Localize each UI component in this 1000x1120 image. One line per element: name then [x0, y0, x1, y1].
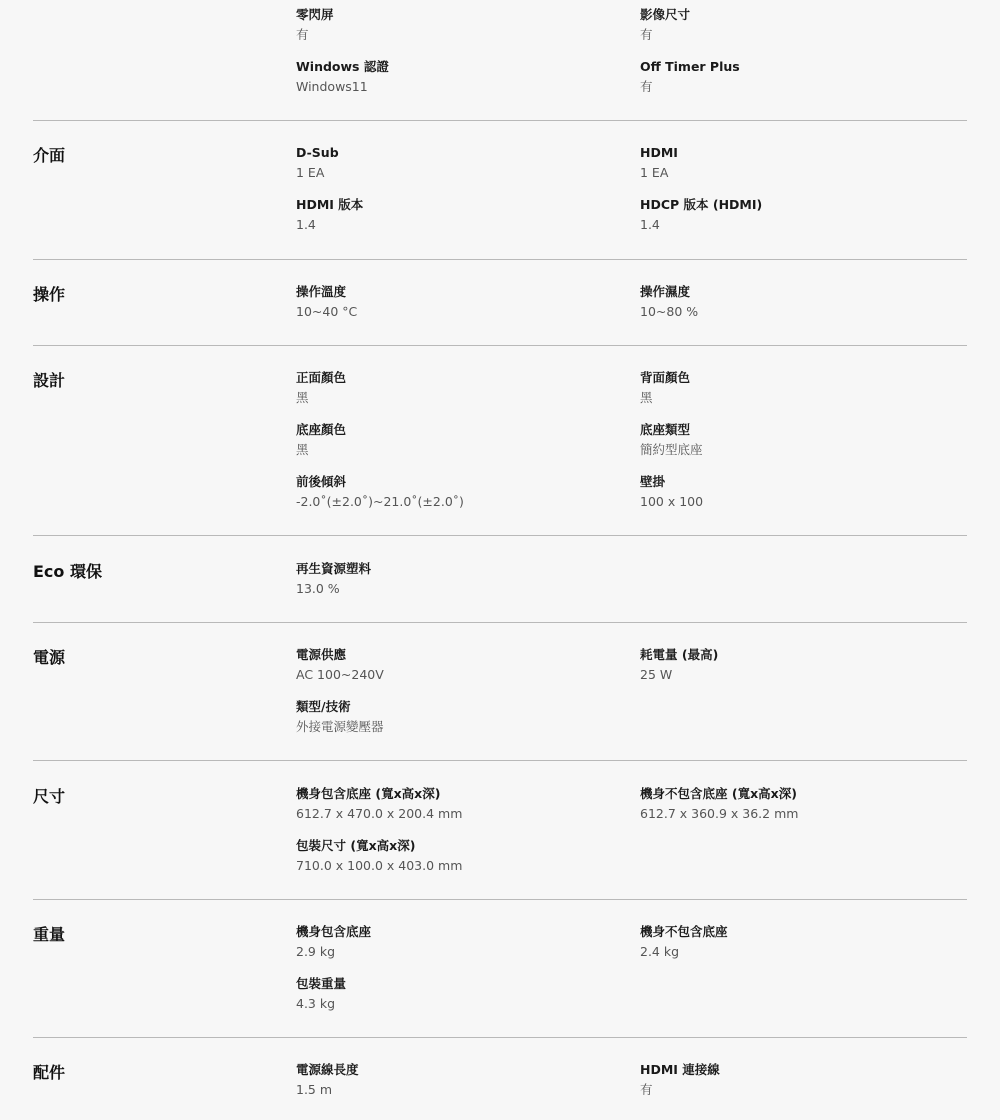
spec-item	[640, 420, 960, 460]
spec-label: 操作溫度	[296, 284, 347, 299]
section-divider	[33, 899, 967, 900]
spec-label: 類型/技術	[296, 699, 351, 714]
spec-value: 1.4	[296, 217, 316, 232]
spec-value: 有	[296, 27, 309, 42]
spec-value: 10~80 %	[640, 304, 699, 319]
spec-value: 有	[640, 1082, 653, 1097]
spec-label: 操作濕度	[640, 284, 691, 299]
spec-item	[640, 645, 960, 685]
spec-item	[296, 195, 616, 235]
spec-label: Off Timer Plus	[640, 59, 740, 74]
spec-label: HDMI	[640, 145, 678, 160]
spec-label: D-Sub	[296, 145, 339, 160]
spec-label: Windows 認證	[296, 59, 389, 74]
spec-item	[296, 282, 616, 322]
spec-item	[296, 922, 616, 962]
spec-value: 1.4	[640, 217, 660, 232]
category-title-weight: 重量	[33, 925, 66, 944]
spec-value: 1.5 m	[296, 1082, 333, 1097]
spec-label: 零閃屏	[296, 7, 334, 22]
category-title-power: 電源	[33, 648, 66, 667]
spec-value: 簡約型底座	[640, 442, 703, 457]
spec-value: 1 EA	[296, 165, 325, 180]
spec-value: 710.0 x 100.0 x 403.0 mm	[296, 858, 463, 873]
spec-item	[296, 974, 616, 1014]
spec-value: 13.0 %	[296, 581, 340, 596]
spec-label: 機身不包含底座 (寬x高x深)	[640, 786, 797, 801]
spec-value: 612.7 x 360.9 x 36.2 mm	[640, 806, 799, 821]
spec-item	[296, 5, 616, 45]
spec-label: 背面顏色	[640, 370, 691, 385]
spec-value: 1 EA	[640, 165, 669, 180]
spec-label: 機身不包含底座	[640, 924, 728, 939]
spec-value: 外接電源變壓器	[296, 719, 384, 734]
spec-label: 機身包含底座 (寬x高x深)	[296, 786, 441, 801]
spec-label: 包裝重量	[296, 976, 347, 991]
spec-value: Windows11	[296, 79, 368, 94]
spec-item	[296, 420, 616, 460]
spec-label: 底座顏色	[296, 422, 347, 437]
spec-item	[640, 143, 960, 183]
category-title-accessories: 配件	[33, 1063, 66, 1082]
section-divider	[33, 535, 967, 536]
spec-item	[296, 836, 616, 876]
spec-item	[296, 1060, 616, 1100]
category-title-interface: 介面	[33, 146, 66, 165]
spec-item	[640, 922, 960, 962]
spec-item	[640, 1060, 960, 1100]
spec-value: 612.7 x 470.0 x 200.4 mm	[296, 806, 463, 821]
section-divider	[33, 120, 967, 121]
spec-label: 正面顏色	[296, 370, 347, 385]
section-divider	[33, 259, 967, 260]
spec-value: 黑	[296, 390, 309, 405]
spec-item	[640, 5, 960, 45]
spec-value: 黑	[296, 442, 309, 457]
spec-item	[640, 195, 960, 235]
spec-label: 壁掛	[640, 474, 666, 489]
section-divider	[33, 622, 967, 623]
spec-value: 25 W	[640, 667, 673, 682]
spec-item	[296, 57, 616, 97]
section-divider	[33, 1037, 967, 1038]
category-title-eco: Eco 環保	[33, 562, 102, 581]
category-title-dimensions: 尺寸	[33, 787, 66, 806]
category-title-design: 設計	[33, 371, 66, 390]
spec-label: 底座類型	[640, 422, 691, 437]
spec-value: -2.0˚(±2.0˚)~21.0˚(±2.0˚)	[296, 494, 464, 509]
spec-item	[296, 645, 616, 685]
spec-item	[296, 472, 616, 512]
spec-label: 機身包含底座	[296, 924, 372, 939]
spec-item	[640, 368, 960, 408]
spec-value: AC 100~240V	[296, 667, 384, 682]
spec-label: HDMI 連接線	[640, 1062, 720, 1077]
spec-item	[640, 784, 960, 824]
spec-label: 前後傾斜	[296, 474, 347, 489]
spec-label: HDMI 版本	[296, 197, 364, 212]
spec-value: 10~40 °C	[296, 304, 358, 319]
section-divider	[33, 345, 967, 346]
category-title-operation: 操作	[33, 285, 66, 304]
spec-label: 影像尺寸	[640, 7, 691, 22]
spec-item	[640, 472, 960, 512]
spec-value: 2.9 kg	[296, 944, 336, 959]
spec-value: 2.4 kg	[640, 944, 680, 959]
spec-label: 耗電量 (最高)	[640, 647, 719, 662]
spec-item	[640, 282, 960, 322]
spec-value: 黑	[640, 390, 653, 405]
section-divider	[33, 760, 967, 761]
spec-value: 100 x 100	[640, 494, 704, 509]
spec-label: 電源線長度	[296, 1062, 359, 1077]
spec-item	[296, 368, 616, 408]
spec-label: 電源供應	[296, 647, 347, 662]
spec-item	[296, 559, 616, 599]
spec-label: 再生資源塑料	[296, 561, 372, 576]
spec-item	[296, 697, 616, 737]
spec-value: 有	[640, 27, 653, 42]
spec-item	[640, 57, 960, 97]
spec-value: 有	[640, 79, 653, 94]
spec-item	[296, 784, 616, 824]
spec-value: 4.3 kg	[296, 996, 336, 1011]
spec-label: 包裝尺寸 (寬x高x深)	[296, 838, 416, 853]
spec-item	[296, 143, 616, 183]
spec-label: HDCP 版本 (HDMI)	[640, 197, 763, 212]
